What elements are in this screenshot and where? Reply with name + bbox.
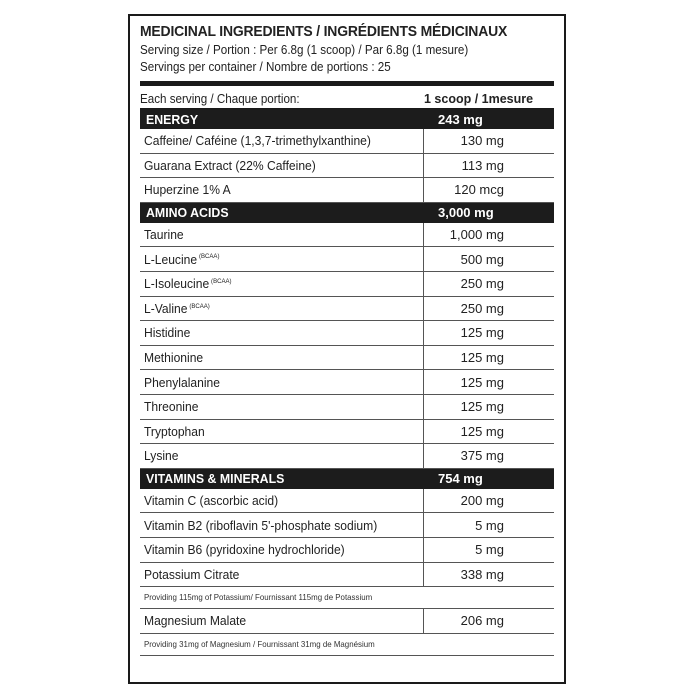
ingredient-amount: 5 mg: [475, 542, 504, 558]
section-name: AMINO ACIDS: [146, 205, 229, 221]
section-header: [140, 203, 554, 223]
serving-size: Serving size / Portion : Per 6.8g (1 scoop) / Par 6.8g (1 mesure): [140, 43, 469, 57]
ingredient-name-text: Vitamin B2 (riboflavin 5'-phosphate sodium): [144, 517, 378, 533]
ingredient-amount: 125 mg: [460, 374, 504, 390]
ingredient-name-cell: [140, 444, 424, 468]
ingredient-amount: 250 mg: [460, 276, 504, 292]
ingredient-name-text: Threonine: [144, 399, 199, 415]
ingredient-name: [144, 227, 184, 242]
ingredient-amount: 206 mg: [460, 613, 504, 629]
ingredient-name-cell: [140, 223, 424, 247]
ingredient-row: [140, 538, 554, 563]
ingredient-name-cell: [140, 247, 424, 271]
ingredient-amount: 250 mg: [460, 300, 504, 316]
ingredient-name-text: Magnesium Malate: [144, 613, 247, 629]
ingredient-row: [140, 346, 554, 371]
ingredient-name: [144, 542, 345, 557]
ingredient-name-text: Huperzine 1% A: [144, 182, 231, 198]
ingredient-amount: 113 mg: [461, 157, 504, 173]
ingredient-row: [140, 154, 554, 179]
each-serving-value: 1 scoop / 1mesure: [424, 91, 534, 106]
ingredient-amount: 125 mg: [460, 325, 504, 341]
ingredient-name-cell: [140, 538, 424, 562]
ingredient-amount: 125 mg: [460, 399, 504, 415]
ingredient-row: [140, 444, 554, 469]
ingredient-amount: 125 mg: [460, 350, 504, 366]
ingredient-note: [140, 587, 554, 609]
ingredient-name-text: Taurine: [144, 227, 184, 243]
ingredient-row: [140, 609, 554, 634]
ingredient-row: [140, 321, 554, 346]
ingredient-name: [144, 325, 190, 340]
section-amount: 243 mg: [438, 111, 483, 127]
ingredient-row: [140, 420, 554, 445]
ingredient-row: [140, 563, 554, 588]
ingredient-note-text: Providing 115mg of Potassium/ Fournissant 115mg de Potassium: [144, 592, 373, 603]
ingredient-row: [140, 395, 554, 420]
ingredient-amount: 500 mg: [460, 251, 504, 267]
servings-per-container: Servings per container / Nombre de portions : 25: [140, 60, 391, 74]
ingredient-amount: 125 mg: [460, 423, 504, 439]
ingredient-name: [144, 301, 210, 316]
ingredient-name-text: Vitamin C (ascorbic acid): [144, 493, 279, 509]
ingredient-amount: 130 mg: [460, 133, 504, 149]
ingredient-name: [144, 567, 239, 582]
thick-divider: [140, 81, 554, 86]
ingredient-name-cell: [140, 370, 424, 394]
ingredient-name-text: Tryptophan: [144, 423, 205, 439]
each-serving-label: Each serving / Chaque portion:: [140, 91, 300, 106]
ingredient-amount: 338 mg: [460, 566, 504, 582]
ingredient-name: [144, 399, 198, 414]
ingredient-name-cell: [140, 420, 424, 444]
ingredient-name-text: L-Valine: [144, 300, 188, 316]
ingredient-name-text: Vitamin B6 (pyridoxine hydrochloride): [144, 542, 345, 558]
section-header: [140, 469, 554, 489]
ingredients-table: [140, 109, 554, 656]
ingredient-name: [144, 350, 203, 365]
ingredient-name-cell: [140, 513, 424, 537]
ingredient-note-text: Providing 31mg of Magnesium / Fournissant 31mg de Magnésium: [144, 638, 375, 649]
ingredient-row: [140, 489, 554, 514]
each-serving-row: [140, 89, 554, 109]
section-amount: 3,000 mg: [438, 205, 494, 221]
ingredient-name-cell: [140, 178, 424, 202]
ingredient-name-text: L-Leucine: [144, 251, 198, 267]
ingredient-row: [140, 513, 554, 538]
ingredient-row: [140, 297, 554, 322]
ingredient-name: [144, 613, 246, 628]
ingredient-name-cell: [140, 129, 424, 153]
ingredient-amount: 375 mg: [460, 448, 504, 464]
ingredient-name-text: Lysine: [144, 448, 179, 464]
ingredient-name-text: Phenylalanine: [144, 374, 220, 390]
ingredient-amount: 200 mg: [460, 493, 504, 509]
ingredient-row: [140, 178, 554, 203]
bcaa-tag: (BCAA): [211, 277, 232, 285]
ingredient-name-cell: [140, 272, 424, 296]
ingredient-name-cell: [140, 154, 424, 178]
ingredient-name: [144, 133, 371, 148]
ingredient-amount: 120 mcg: [454, 182, 504, 198]
section-header: [140, 109, 554, 129]
ingredient-row: [140, 247, 554, 272]
ingredient-name: [144, 424, 205, 439]
ingredient-name: [144, 182, 231, 197]
ingredient-name: [144, 276, 232, 291]
ingredient-name-text: Methionine: [144, 350, 204, 366]
ingredient-name: [144, 158, 316, 173]
ingredient-row: [140, 223, 554, 248]
supplement-facts-panel: [128, 14, 566, 684]
ingredient-name-text: L-Isoleucine: [144, 276, 210, 292]
ingredient-name-cell: [140, 563, 424, 587]
ingredient-name: [144, 375, 220, 390]
ingredient-name-cell: [140, 297, 424, 321]
ingredient-amount: 5 mg: [475, 517, 504, 533]
ingredient-name-text: Potassium Citrate: [144, 566, 240, 582]
bcaa-tag: (BCAA): [189, 302, 210, 310]
ingredient-row: [140, 272, 554, 297]
ingredient-name-text: Guarana Extract (22% Caffeine): [144, 157, 316, 173]
ingredient-row: [140, 129, 554, 154]
section-name: VITAMINS & MINERALS: [146, 471, 285, 487]
section-amount: 754 mg: [438, 471, 483, 487]
ingredient-name-text: Caffeine/ Caféine (1,3,7-trimethylxanthine): [144, 133, 371, 149]
ingredient-note: [140, 634, 554, 656]
ingredient-amount: 1,000 mg: [449, 227, 504, 243]
ingredient-name-text: Histidine: [144, 325, 191, 341]
ingredient-name-cell: [140, 346, 424, 370]
ingredient-name-cell: [140, 395, 424, 419]
ingredient-name: [144, 252, 219, 267]
ingredient-name: [144, 493, 278, 508]
panel-title: MEDICINAL INGREDIENTS / INGRÉDIENTS MÉDICINAUX: [140, 23, 508, 40]
ingredient-name-cell: [140, 321, 424, 345]
ingredient-name: [144, 448, 179, 463]
ingredient-name: [144, 518, 377, 533]
section-name: ENERGY: [146, 111, 199, 127]
ingredient-name-cell: [140, 489, 424, 513]
ingredient-row: [140, 370, 554, 395]
bcaa-tag: (BCAA): [198, 253, 220, 261]
ingredient-name-cell: [140, 609, 424, 633]
